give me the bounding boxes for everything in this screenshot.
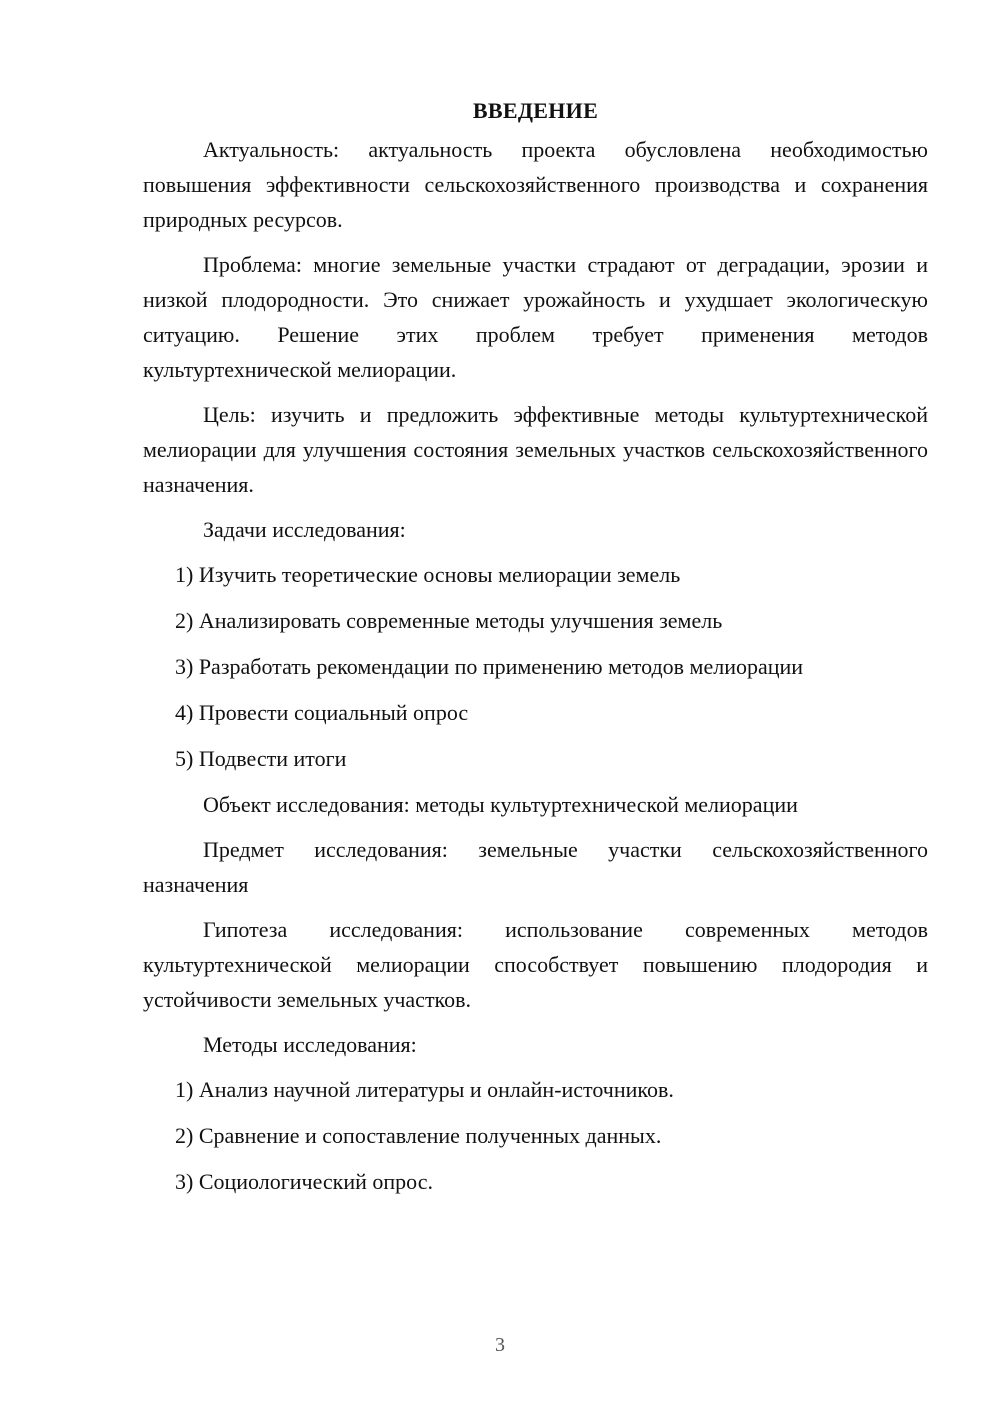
problem-paragraph: Проблема: многие земельные участки страдают от деградации, эрозии и низкой плодородности. Это снижает урожайность и ухудшает экологическую ситуацию. Решение этих проблем требует применения методов культуртехнической мелиорации.: [143, 252, 928, 382]
section-title: ВВЕДЕНИЕ: [472, 98, 599, 123]
document-page: [143, 96, 928, 1210]
subject-paragraph: Предмет исследования: земельные участки сельскохозяйственного назначения: [143, 837, 928, 897]
hypothesis-paragraph: Гипотеза исследования: использование современных методов культуртехнической мелиорации способствует повышению плодородия и устойчивости земельных участков.: [143, 917, 928, 1012]
list-item: 2) Сравнение и сопоставление полученных данных.: [175, 1123, 662, 1148]
object-line: Объект исследования: методы культуртехнической мелиорации: [203, 792, 798, 817]
list-item: 1) Изучить теоретические основы мелиорации земель: [175, 562, 681, 587]
page-number: 3: [495, 1334, 505, 1356]
relevance-paragraph: Актуальность: актуальность проекта обусловлена необходимостью повышения эффективности сельскохозяйственного производства и сохранения природных ресурсов.: [143, 137, 928, 232]
list-item: 3) Социологический опрос.: [175, 1169, 433, 1194]
list-item: 1) Анализ научной литературы и онлайн-источников.: [175, 1077, 674, 1102]
goal-paragraph: Цель: изучить и предложить эффективные методы культуртехнической мелиорации для улучшения состояния земельных участков сельскохозяйственного назначения.: [143, 402, 928, 497]
list-item: 4) Провести социальный опрос: [175, 700, 469, 725]
methods-heading: Методы исследования:: [203, 1032, 417, 1057]
list-item: 2) Анализировать современные методы улучшения земель: [175, 608, 723, 633]
methods-list: [143, 1072, 928, 1199]
tasks-heading: Задачи исследования:: [203, 517, 406, 542]
tasks-list: [143, 557, 928, 776]
list-item: 3) Разработать рекомендации по применению методов мелиорации: [175, 654, 804, 679]
list-item: 5) Подвести итоги: [175, 746, 347, 771]
